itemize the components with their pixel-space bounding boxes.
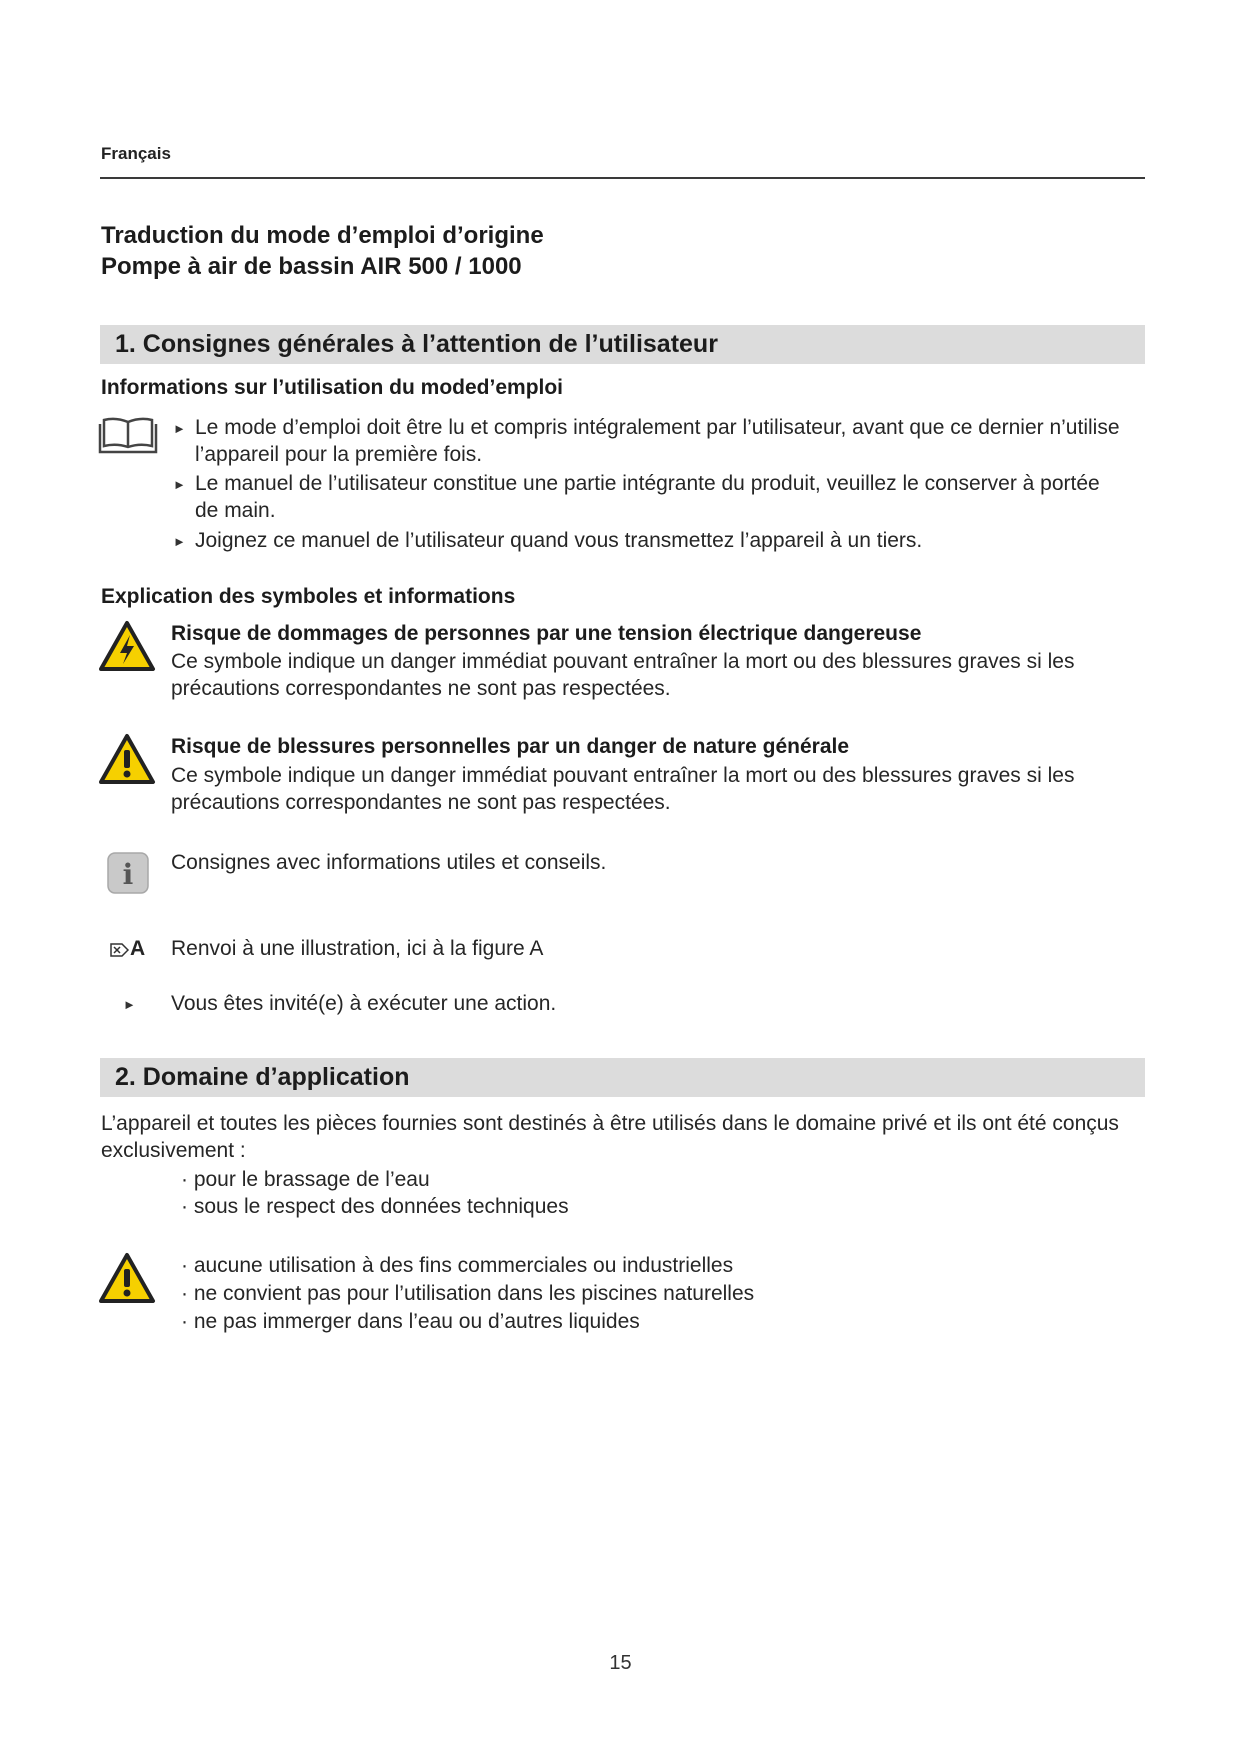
general-hazard-description: Ce symbole indique un danger immédiat pouvant entraîner la mort ou des blessures graves si les précautions correspondantes ne sont pas respectées. <box>171 764 1075 814</box>
usage-bullet-3: Joignez ce manuel de l’utilisateur quand vous transmettez l’appareil à un tiers. <box>195 529 923 552</box>
usage-subheading: Informations sur l’utilisation du moded’emploi <box>101 376 564 399</box>
electric-hazard-description: Ce symbole indique un danger immédiat pouvant entraîner la mort ou des blessures graves si les précautions correspondantes ne sont pas respectées. <box>171 650 1075 700</box>
electric-hazard-title: Risque de dommages de personnes par une tension électrique dangereuse <box>171 622 922 645</box>
bullet-arrow: ► <box>173 534 186 549</box>
warning-icon <box>98 1252 156 1309</box>
symbols-subheading: Explication des symboles et informations <box>101 585 516 608</box>
figure-reference-label: A <box>130 937 146 960</box>
title-line-1: Traduction du mode d’emploi d’origine <box>101 222 544 249</box>
language-label: Français <box>101 144 171 163</box>
application-intro: L’appareil et toutes les pièces fournies sont destinés à être utilisés dans le domaine privé et ils ont été conçus exclusivement : <box>101 1112 1119 1162</box>
warning-icon <box>98 733 156 790</box>
book-icon <box>98 414 158 459</box>
page-number: 15 <box>609 1652 632 1674</box>
action-arrow-icon: ► <box>123 997 136 1012</box>
section-1-heading: 1. Consignes générales à l’attention de l’utilisateur <box>100 325 1145 364</box>
list-item: · pour le brassage de l’eau <box>181 1168 430 1191</box>
general-hazard-title: Risque de blessures personnelles par un danger de nature générale <box>171 735 850 758</box>
bullet-arrow: ► <box>173 477 186 492</box>
document-title <box>101 220 544 282</box>
list-item: · sous le respect des données techniques <box>181 1195 569 1218</box>
usage-bullet-1: Le mode d’emploi doit être lu et compris intégralement par l’utilisateur, avant que ce dernier n’utilise l’appareil pour la première fois. <box>195 416 1120 466</box>
figure-reference-icon <box>110 942 130 963</box>
info-text: Consignes avec informations utiles et conseils. <box>171 851 607 874</box>
action-text: Vous êtes invité(e) à exécuter une action. <box>171 992 557 1015</box>
svg-text:i: i <box>122 858 134 891</box>
title-line-2: Pompe à air de bassin AIR 500 / 1000 <box>101 253 522 280</box>
list-item: · ne pas immerger dans l’eau ou d’autres liquides <box>181 1310 640 1333</box>
electric-hazard-icon <box>98 620 156 677</box>
list-item: · aucune utilisation à des fins commerciales ou industrielles <box>181 1254 734 1277</box>
bullet-arrow: ► <box>173 421 186 436</box>
usage-bullet-2: Le manuel de l’utilisateur constitue une partie intégrante du produit, veuillez le conserver à portée de main. <box>195 472 1100 522</box>
section-2-heading: 2. Domaine d’application <box>100 1058 1145 1097</box>
restrictions-list <box>181 1252 754 1336</box>
intended-uses <box>181 1166 569 1220</box>
figure-reference-text: Renvoi à une illustration, ici à la figure A <box>171 937 544 960</box>
info-icon <box>106 851 150 900</box>
header-rule <box>100 177 1145 179</box>
list-item: · ne convient pas pour l’utilisation dans les piscines naturelles <box>181 1282 755 1305</box>
